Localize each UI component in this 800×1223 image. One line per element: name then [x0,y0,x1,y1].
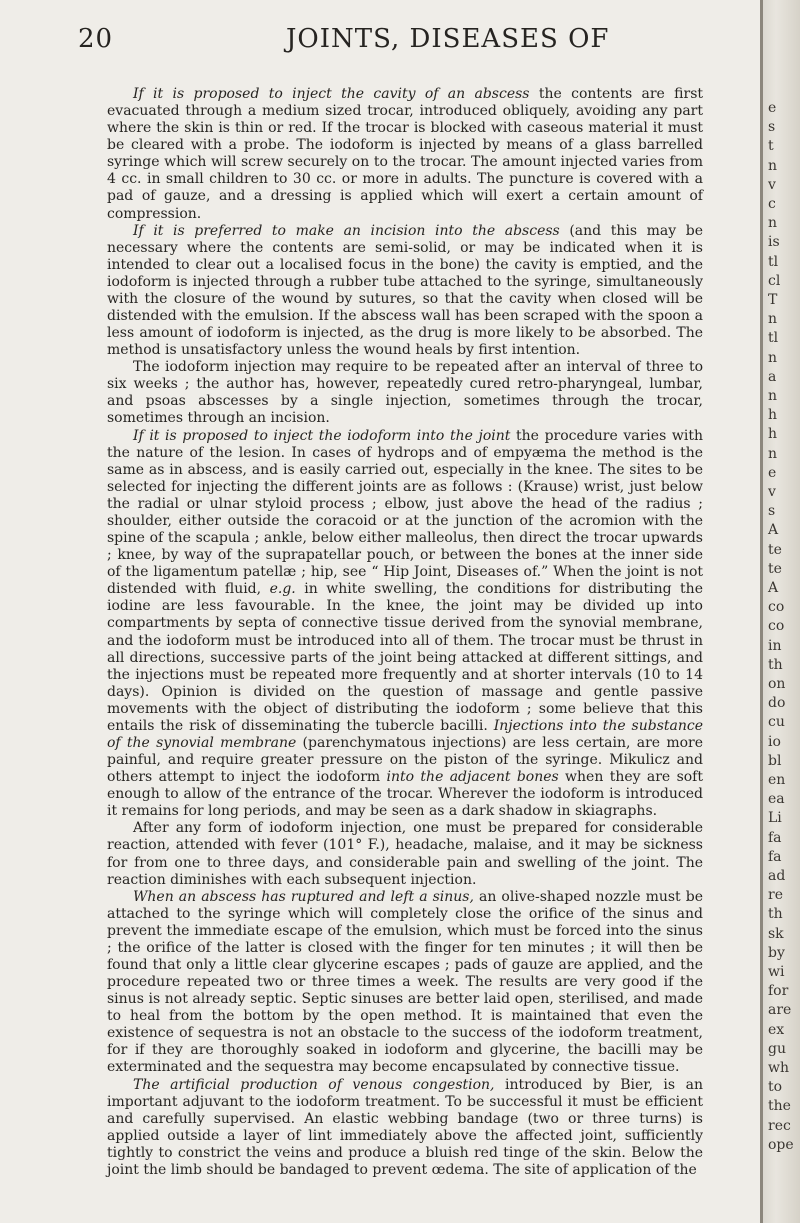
italic-run: If it is preferred to make an incision into the abscess [133,222,560,239]
facing-page-fragment: bl [768,752,782,769]
facing-page-fragment: tl [768,253,779,270]
facing-page-fragment: A [768,580,779,596]
paragraph [107,1077,703,1179]
facing-page-fragment: is [768,234,780,251]
facing-page-fragment: n [768,311,778,328]
italic-run: If it is proposed to inject the cavity of an abscess [133,86,530,102]
facing-page-fragment: v [768,176,776,193]
facing-page-fragment: in [768,637,782,654]
facing-page-fragment: te [768,560,782,577]
italic-run: e.g. [269,581,296,598]
text-run: introduced by Bier, is an important adjuvant to the iodoform treatment. To be successful it must be efficient and carefully supervised. An elastic webbing bandage (two or three turns) is applied outside a layer of lint immediately above the affected joint, sufficiently tightly to constrict the veins and produce a bluish red tinge of the skin. Below the joint the limb should be bandaged to prevent œdema. The site of application of the [107,1076,703,1178]
italic-run: The artificial production of venous congestion, [133,1076,495,1093]
facing-page-fragment: h [768,407,778,424]
facing-page-fragment: e [768,464,777,481]
facing-page-fragment: n [768,215,778,232]
facing-page-fragment: wh [768,1060,789,1076]
facing-page-fragment: ex [768,1021,785,1038]
facing-page-fragment: s [768,119,776,136]
facing-page-fragment: co [768,618,785,635]
facing-page-fragment: by [768,944,785,961]
italic-run: If it is proposed to inject the iodoform into the joint [133,427,511,444]
facing-page-fragment: n [768,349,778,366]
facing-page-fragment: co [768,599,785,616]
facing-page-fragment: en [768,772,786,788]
facing-page-fragment: A [768,522,779,539]
facing-page-fragment: for [768,983,789,1000]
facing-page-fragment: th [768,656,783,673]
facing-page-fragment: n [768,388,778,404]
facing-page-fragment: cu [768,714,785,731]
facing-page-fragment: fa [768,848,782,865]
facing-page-fragment: are [768,1002,792,1019]
facing-page-fragment: do [768,695,786,712]
facing-page-fragment: n [768,157,778,174]
facing-page-fragment: e [768,100,777,116]
facing-page-fragment: n [768,445,778,462]
paragraph [107,820,703,888]
facing-page-fragment: s [768,503,776,520]
paragraph [107,223,703,360]
facing-page-fragment: t [768,138,774,155]
facing-page-fragment: c [768,196,776,212]
text-run: the procedure varies with the nature of the lesion. In cases of hydrops and of empyæma the method is the same as in abscess, and is easily carried out, especially in the knee. The sites to be selected for injecting the different joints are as follows : (Krause) wrist, just below the radial or ulnar styloid process ; elbow, just above the head of the radius ; shoulder, either outside the coracoid or at the junction of the acromion with the spine of the scapula ; ankle, below either malleolus, then direct the trocar upwards ; knee, by way of the suprapatellar pouch, or between the bones at the inner side of the ligamentum patellæ ; hip, see “ Hip Joint, Diseases of.” When the joint is not distended with fluid, [107,427,703,598]
italic-run: When an abscess has ruptured and left a sinus, [133,888,474,905]
facing-page-fragment: th [768,906,783,923]
facing-page-fragment: h [768,426,778,443]
text-run: (parenchymatous injections) are less certain, are more painful, and require greater pressure on the piston of the syringe. Mikulicz and others attempt to inject the iodoform [107,734,704,786]
facing-page-fragment: to [768,1079,783,1096]
text-run: After any form of iodoform injection, one must be prepared for considerable reaction, attended with fever (101° F.), headache, malaise, and it may be sickness for from one to three days, and considerable pain and swelling of the joint. The reaction diminishes with each subsequent injection. [107,820,703,888]
page-number: 20 [78,24,114,54]
italic-run: Injections into the substance of the synovial membrane [107,717,703,751]
facing-page-fragment: tl [768,330,779,347]
facing-page-fragment: the [768,1098,791,1115]
facing-page-fragment: io [768,733,781,750]
running-title: JOINTS, DISEASES OF [286,24,610,54]
paragraph [107,889,703,1077]
facing-page-fragment: fa [768,829,782,846]
facing-page-fragment: te [768,541,782,558]
facing-page-fragment: on [768,676,786,692]
facing-page-fragment: T [768,292,778,308]
facing-page-fragment: rec [768,1117,791,1134]
paragraph [107,359,703,427]
paragraph [107,428,703,821]
text-run: when they are soft enough to allow of the entrance of the trocar. Wherever the iodoform is introduced it remains for long periods, and may be seen as a dark shadow in skiagraphs. [107,769,703,820]
facing-page-fragment: gu [768,1040,786,1057]
text-run: an olive-shaped nozzle must be attached to the syringe which will completely close the orifice of the sinus and prevent the immediate escape of the emulsion, which must be forced into the sinus ; the orifice of the latter is closed with the finger for ten minutes ; it will then be found that only a little clear glycerine escapes ; pads of gauze are applied, and the procedure repeated two or three times a week. The results are very good if the sinus is not already septic. Septic sinuses are better laid open, sterilised, and made to heal from the bottom by the open method. It is maintained that even the existence of sequestra is not an obstacle to the success of the iodoform treatment, for if they are thoroughly soaked in iodoform and glycerine, the bacilli may be exterminated and the sequestra may become encapsulated by connective tissue. [107,888,703,1076]
facing-page-fragment: cl [768,272,781,289]
facing-page-fragment: ad [768,868,786,884]
body-text [107,86,703,1179]
text-run: The iodoform injection may require to be repeated after an interval of three to six weeks ; the author has, however, repeatedly cured retro-pharyngeal, lumbar, and psoas abscesses by a single injection, sometimes through the trocar, sometimes through an incision. [107,359,703,427]
facing-page-fragment: v [768,484,776,500]
facing-page-fragment: ope [768,1136,794,1153]
facing-page-fragment: ea [768,791,785,808]
page-header [78,20,738,60]
facing-page-fragment: sk [768,925,784,942]
facing-page-fragment: a [768,368,777,385]
italic-run: into the adjacent bones [386,769,559,786]
text-run: (and this may be necessary where the contents are semi-solid, or may be indicated when it is intended to clear out a localised focus in the bone) the cavity is emptied, and the iodoform is injected through a rubber tube attached to the syringe, simultaneously with the closure of the wound by sutures, so that the cavity when closed will be distended with the emulsion. If the abscess wall has been scraped with the spoon a less amount of iodoform is injected, as the drug is more likely to be absorbed. The method is unsatisfactory unless the wound heals by first intention. [107,222,703,359]
facing-page-edge [760,0,800,1223]
binding-shadow [760,0,763,1223]
text-run: the contents are first evacuated through a medium sized trocar, introduced obliquely, avoiding any part where the skin is thin or red. If the trocar is blocked with caseous material it must be cleared with a probe. The iodoform is injected by means of a glass barrelled syringe which will screw securely on to the trocar. The amount injected varies from 4 cc. in small children to 30 cc. or more in adults. The puncture is covered with a pad of gauze, and a dressing is applied which will exert a certain amount of compression. [107,86,704,222]
facing-page-fragment: Li [768,810,782,827]
paragraph [107,86,703,223]
text-run: in white swelling, the conditions for distributing the iodine are less favourable. In the knee, the joint may be divided up into compartments by septa of connective tissue derived from the synovial membrane, and the iodoform must be introduced into all of them. The trocar must be thrust in all directions, successive parts of the joint being attacked at different sittings, and the injections must be repeated more frequently and at shorter intervals (10 to 14 days). Opinion is divided on the question of massage and gentle passive movements with the object of distributing the iodoform ; some believe that this entails the risk of disseminating the tubercle bacilli. [107,581,703,734]
facing-page-fragment: wi [768,964,785,980]
facing-page-fragment: re [768,887,783,904]
